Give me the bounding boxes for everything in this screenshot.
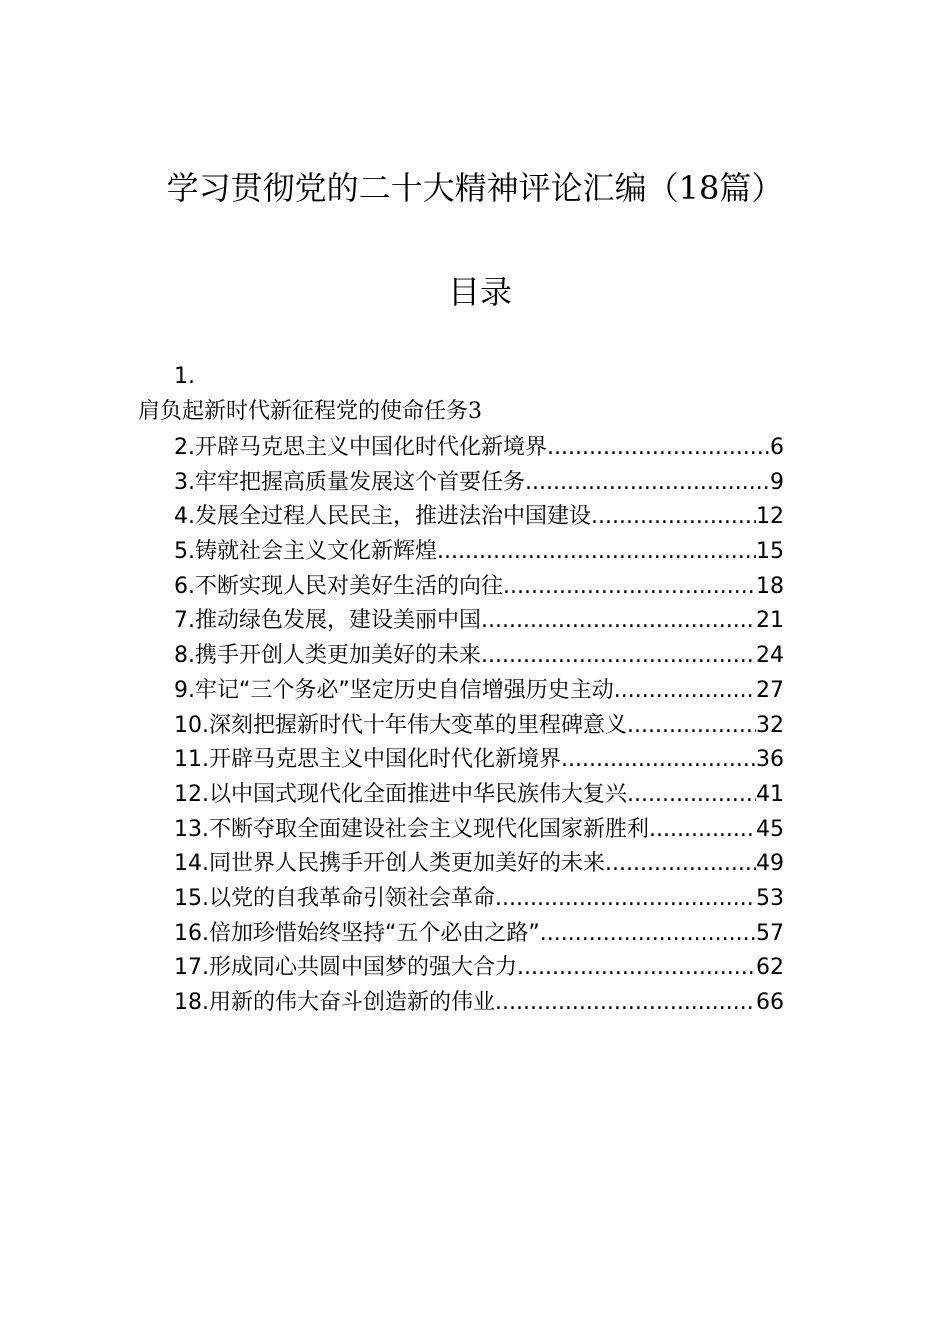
toc-dot-leader [495, 882, 756, 917]
toc-entry-title: 14.同世界人民携手开创人类更加美好的未来 [174, 851, 605, 877]
toc-entry-page: 45 [756, 816, 784, 842]
toc-dot-leader [525, 466, 770, 501]
toc-entry[interactable] [174, 570, 784, 605]
toc-entry-page: 15 [756, 539, 784, 565]
toc-entry-page: 24 [756, 643, 784, 669]
title-count: 18 [678, 169, 720, 207]
toc-entry[interactable] [174, 813, 784, 848]
toc-entry-1-text: 肩负起新时代新征程党的使命任务 [138, 399, 469, 424]
title-suffix: 篇） [719, 169, 784, 207]
toc-entry[interactable] [174, 709, 784, 744]
toc-dot-leader [540, 917, 756, 952]
toc-entry-page: 57 [756, 920, 784, 946]
table-of-contents [174, 431, 784, 1021]
toc-entry-title: 8.携手开创人类更加美好的未来 [174, 643, 481, 669]
toc-entry[interactable] [174, 431, 784, 466]
toc-entry-title: 3.牢牢把握高质量发展这个首要任务 [174, 469, 525, 495]
toc-entry[interactable] [174, 535, 784, 570]
toc-entry[interactable] [174, 466, 784, 501]
toc-entry[interactable] [174, 743, 784, 778]
toc-dot-leader [614, 674, 756, 709]
toc-entry-title: 7.推动绿色发展，建设美丽中国 [174, 608, 481, 634]
toc-entry-page: 41 [756, 781, 784, 807]
toc-entry[interactable] [174, 951, 784, 986]
toc-entry-page: 49 [756, 851, 784, 877]
toc-dot-leader [591, 500, 756, 535]
toc-entry-1-title[interactable] [138, 395, 482, 429]
toc-heading: 目录 [447, 273, 512, 311]
toc-entry-page: 36 [756, 747, 784, 773]
toc-entry-page: 12 [756, 504, 784, 530]
toc-entry-page: 32 [756, 712, 784, 738]
toc-entry-title: 16.倍加珍惜始终坚持“五个必由之路” [174, 920, 540, 946]
toc-entry[interactable] [174, 674, 784, 709]
toc-dot-leader [627, 709, 756, 744]
toc-dot-leader [605, 847, 756, 882]
toc-entry-title: 9.牢记“三个务必”坚定历史自信增强历史主动 [174, 677, 614, 703]
toc-dot-leader [481, 639, 756, 674]
toc-entry[interactable] [174, 986, 784, 1021]
toc-dot-leader [547, 431, 770, 466]
toc-dot-leader [627, 778, 756, 813]
toc-entry-page: 9 [770, 469, 784, 495]
toc-entry-title: 17.形成同心共圆中国梦的强大合力 [174, 955, 517, 981]
toc-entry-page: 62 [756, 955, 784, 981]
toc-entry-1-number[interactable]: 1. [174, 364, 195, 389]
toc-entry-title: 2.开辟马克思主义中国化时代化新境界 [174, 435, 547, 460]
toc-entry-page: 21 [756, 608, 784, 634]
toc-dot-leader [437, 535, 756, 570]
toc-entry-title: 15.以党的自我革命引领社会革命 [174, 885, 495, 911]
toc-entry[interactable] [174, 917, 784, 952]
toc-dot-leader [517, 951, 756, 986]
toc-dot-leader [503, 570, 756, 605]
toc-entry-page: 27 [756, 677, 784, 703]
toc-entry-title: 18.用新的伟大奋斗创造新的伟业 [174, 990, 495, 1015]
toc-entry-title: 6.不断实现人民对美好生活的向往 [174, 573, 503, 599]
toc-entry-title: 12.以中国式现代化全面推进中华民族伟大复兴 [174, 781, 627, 807]
toc-entry-title: 13.不断夺取全面建设社会主义现代化国家新胜利 [174, 816, 649, 842]
document-title [0, 158, 950, 218]
toc-dot-leader [561, 743, 756, 778]
toc-entry-title: 10.深刻把握新时代十年伟大变革的里程碑意义 [174, 712, 627, 738]
toc-dot-leader [649, 813, 756, 848]
title-prefix: 学习贯彻党的二十大精神评论汇编（ [166, 169, 679, 207]
toc-entry[interactable] [174, 847, 784, 882]
toc-dot-leader [481, 604, 756, 639]
toc-entry-title: 5.铸就社会主义文化新辉煌 [174, 539, 437, 565]
toc-entry-page: 6 [770, 435, 784, 460]
toc-entry[interactable] [174, 500, 784, 535]
toc-entry[interactable] [174, 882, 784, 917]
toc-dot-leader [495, 986, 756, 1021]
toc-entry-title: 11.开辟马克思主义中国化时代化新境界 [174, 747, 561, 773]
toc-entry-page: 53 [756, 885, 784, 911]
toc-entry-page: 66 [756, 990, 784, 1015]
toc-entry-title: 4.发展全过程人民民主，推进法治中国建设 [174, 504, 591, 530]
toc-entry-1-page: 3 [468, 399, 483, 424]
toc-entry[interactable] [174, 639, 784, 674]
toc-entry[interactable] [174, 604, 784, 639]
toc-entry-page: 18 [756, 573, 784, 599]
toc-entry[interactable] [174, 778, 784, 813]
